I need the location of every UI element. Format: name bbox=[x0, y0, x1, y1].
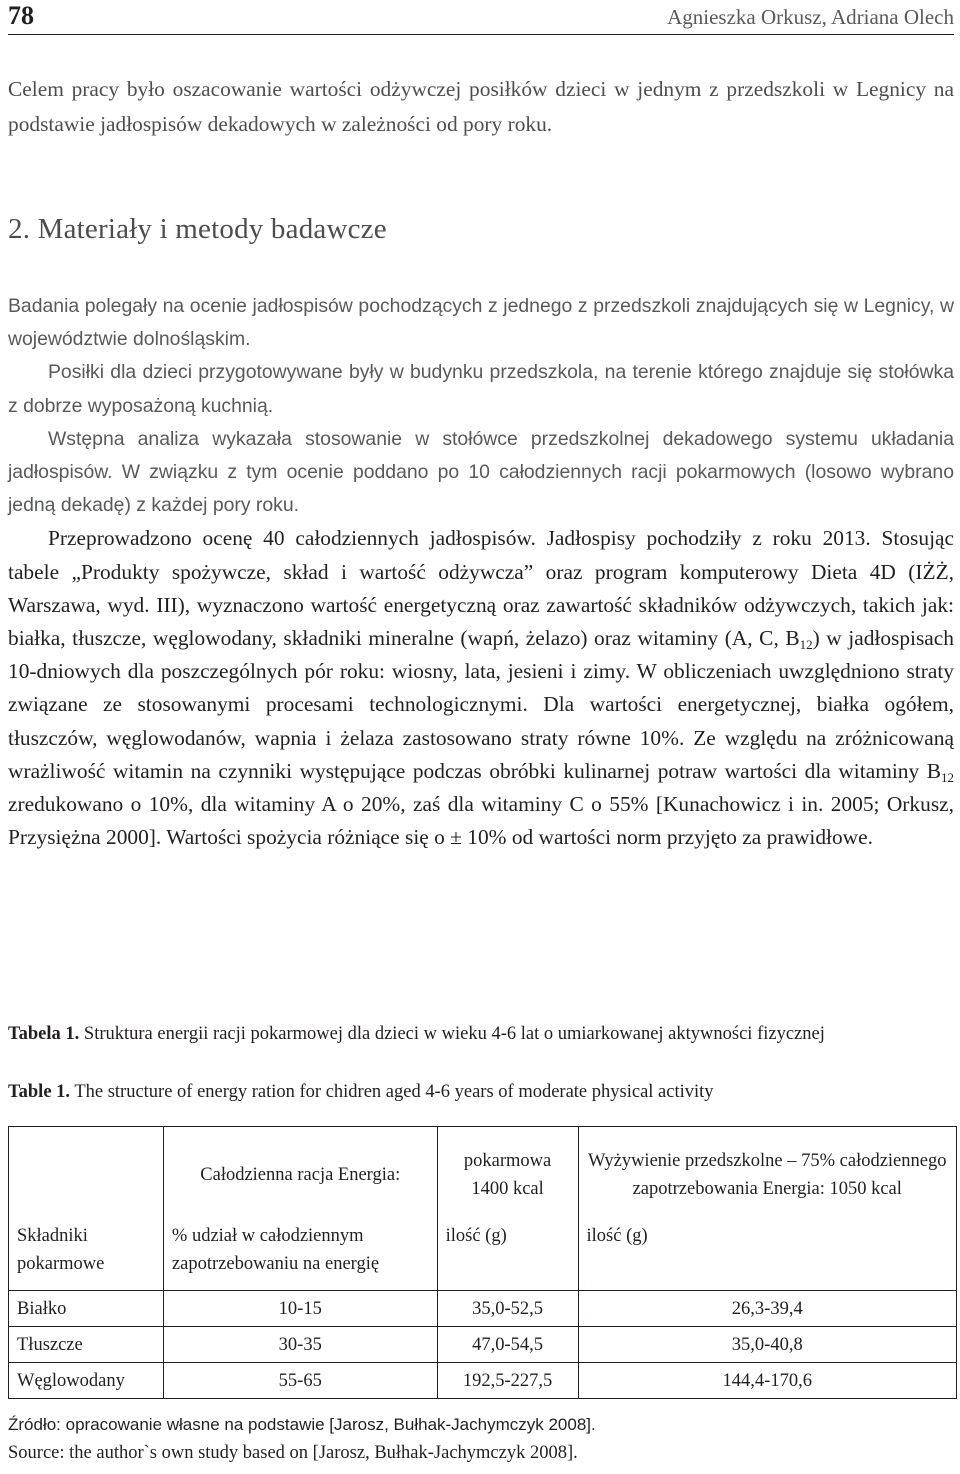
table-caption-en-label: Table 1. bbox=[8, 1082, 71, 1102]
table-cell-share: 55-65 bbox=[163, 1363, 437, 1399]
table-subheader-amount-preschool: ilość (g) bbox=[578, 1222, 956, 1291]
b12-subscript: 12 bbox=[799, 637, 813, 653]
running-head-authors: Agnieszka Orkusz, Adriana Olech bbox=[667, 5, 954, 29]
table-cell-preschool: 35,0-40,8 bbox=[578, 1327, 956, 1363]
table-cell-daily: 47,0-54,5 bbox=[437, 1327, 578, 1363]
methods-body bbox=[8, 290, 954, 854]
table-header-empty bbox=[9, 1127, 164, 1223]
table-source-en: Source: the author`s own study based on [Jarosz, Bułhak-Jachymczyk 2008]. bbox=[8, 1443, 578, 1463]
table-header-daily-ration: Całodzienna racja Energia: bbox=[163, 1127, 437, 1223]
methods-paragraph-4-part-c: zredukowano o 10%, dla witaminy A o 20%, zaś dla witaminy C o 55% [Kunachowicz i in. 2005; Orkusz, Przysiężna 2000]. Wartości spożycia różniące się o ± 10% od wartości norm przyjęto za prawidłowe. bbox=[8, 792, 954, 850]
table-cell-daily: 192,5-227,5 bbox=[437, 1363, 578, 1399]
table-header-preschool: Wyżywienie przedszkolne – 75% całodziennego zapotrzebowania Energia: 1050 kcal bbox=[578, 1127, 956, 1223]
table-caption-pl-text: Struktura energii racji pokarmowej dla dzieci w wieku 4-6 lat o umiarkowanej aktywności fizycznej bbox=[79, 1024, 825, 1044]
table-subheader-share: % udział w całodziennym zapotrzebowaniu na energię bbox=[163, 1222, 437, 1291]
table-row bbox=[9, 1291, 957, 1327]
b12-subscript: 12 bbox=[941, 769, 954, 785]
table-caption-en bbox=[8, 1078, 954, 1106]
table-header-daily-energy: pokarmowa 1400 kcal bbox=[437, 1127, 578, 1223]
table-subheader-nutrients: Składniki pokarmowe bbox=[9, 1222, 164, 1291]
table-source-pl: Źródło: opracowanie własne na podstawie [Jarosz, Bułhak-Jachymczyk 2008]. bbox=[8, 1415, 596, 1434]
table-caption-en-text: The structure of energy ration for chidren aged 4-6 years of moderate physical activity bbox=[70, 1082, 714, 1102]
methods-paragraph-2: Posiłki dla dzieci przygotowywane były w budynku przedszkola, na terenie którego znajduje się stołówka z dobrze wyposażoną kuchnią. bbox=[8, 361, 954, 417]
table-cell-nutrient: Białko bbox=[9, 1291, 164, 1327]
table-subheader-row bbox=[9, 1222, 957, 1291]
section-heading: 2. Materiały i metody badawcze bbox=[8, 213, 387, 245]
methods-paragraph-4-part-a: Przeprowadzono ocenę 40 całodziennych jadłospisów. Jadłospisy pochodziły z roku 2013. Stosując tabele „Produkty spożywcze, skład i wartość odżywcza” oraz program komputerowy Dieta 4D (IŻŻ, Warszawa, wyd. III), wyznaczono wartość energetyczną oraz zawartość składników odżywczych, takich jak: białka, tłuszcze, węglowodany, składniki mineralne (wapń, żelazo) oraz witaminy (A, C, B bbox=[8, 526, 954, 651]
table-cell-preschool: 26,3-39,4 bbox=[578, 1291, 956, 1327]
table-subheader-amount-daily: ilość (g) bbox=[437, 1222, 578, 1291]
table-cell-daily: 35,0-52,5 bbox=[437, 1291, 578, 1327]
table-row bbox=[9, 1363, 957, 1399]
methods-paragraph-4 bbox=[8, 522, 954, 854]
running-header bbox=[8, 0, 954, 35]
table-caption-pl-label: Tabela 1. bbox=[8, 1024, 80, 1044]
table-header-row bbox=[9, 1127, 957, 1223]
methods-paragraph-4-part-b: ) w jadłospisach 10-dniowych dla poszczególnych pór roku: wiosny, lata, jesieni i zimy. W obliczeniach uwzględniono straty związane ze stosowanymi procesami technologicznymi. Dla wartości energetycznej, białka ogółem, tłuszczów, węglowodanów, wapnia i żelaza zastosowano straty równe 10%. Ze względu na zróżnicowaną wrażliwość witamin na czynniki występujące podczas obróbki kulinarnej potraw wartości dla witaminy B bbox=[8, 626, 954, 783]
table-cell-preschool: 144,4-170,6 bbox=[578, 1363, 956, 1399]
methods-paragraph-1: Badania polegały na ocenie jadłospisów pochodzących z jednego z przedszkoli znajdujących się w Legnicy, w województwie dolnośląskim. bbox=[8, 295, 954, 351]
table-row bbox=[9, 1327, 957, 1363]
table-caption-pl bbox=[8, 1020, 954, 1048]
table-cell-share: 30-35 bbox=[163, 1327, 437, 1363]
page-number: 78 bbox=[8, 1, 34, 30]
table-cell-nutrient: Węglowodany bbox=[9, 1363, 164, 1399]
intro-paragraph: Celem pracy było oszacowanie wartości odżywczej posiłków dzieci w jednym z przedszkoli w Legnicy na podstawie jadłospisów dekadowych w zależności od pory roku. bbox=[8, 77, 954, 136]
table-cell-share: 10-15 bbox=[163, 1291, 437, 1327]
table-cell-nutrient: Tłuszcze bbox=[9, 1327, 164, 1363]
methods-paragraph-3: Wstępna analiza wykazała stosowanie w stołówce przedszkolnej dekadowego systemu układania jadłospisów. W związku z tym ocenie poddano po 10 całodziennych racji pokarmowych (losowo wybrano jedną dekadę) z każdej pory roku. bbox=[8, 427, 954, 517]
energy-structure-table bbox=[8, 1126, 957, 1399]
